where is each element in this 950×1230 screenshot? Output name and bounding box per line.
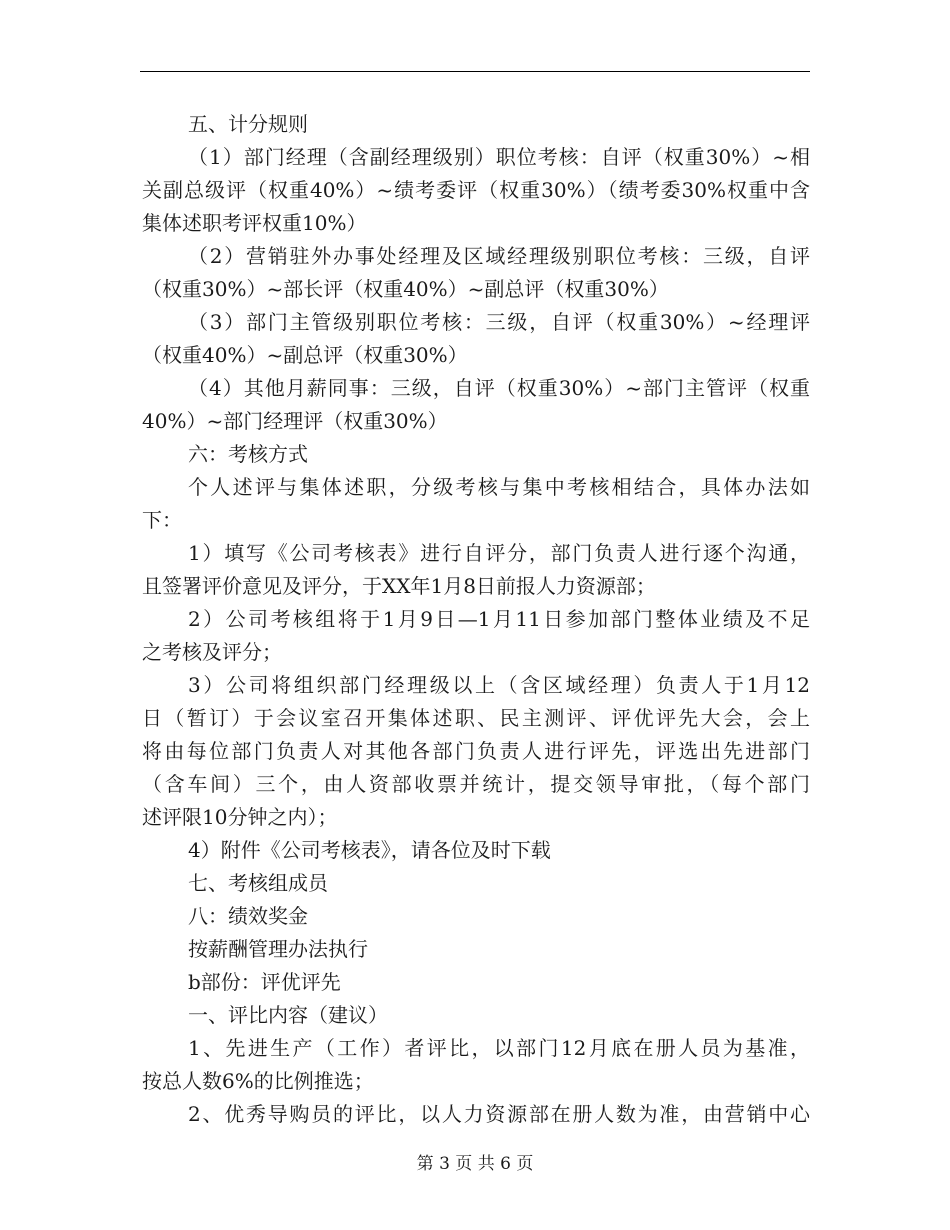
- paragraph-line: 按总人数6%的比例推选；: [142, 1069, 374, 1093]
- paragraph-line: 2、优秀导购员的评比，以人力资源部在册人数为准，由营销中心: [188, 1102, 810, 1126]
- paragraph-line: 2）公司考核组将于1月9日—1月11日参加部门整体业绩及不足: [188, 607, 810, 631]
- paragraph-line: （权重30%）~部长评（权重40%）~副总评（权重30%）: [142, 277, 669, 301]
- section-heading-part-b: b部份：评优评先: [188, 970, 341, 994]
- paragraph-line: 集体述职考评权重10%）: [142, 211, 367, 235]
- paragraph-line: 按薪酬管理办法执行: [188, 937, 368, 961]
- section-heading-evaluation-content: 一、评比内容（建议）: [188, 1003, 388, 1027]
- paragraph-line: 述评限10分钟之内）；: [142, 805, 338, 829]
- paragraph-line: 且签署评价意见及评分，于XX年1月8日前报人力资源部；: [142, 574, 656, 598]
- page-footer: 第 3 页 共 6 页: [416, 1154, 534, 1174]
- paragraph-line: （4）其他月薪同事：三级，自评（权重30%）~部门主管评（权重: [188, 376, 810, 400]
- paragraph-line: 40%）~部门经理评（权重30%）: [142, 409, 448, 433]
- paragraph-line: 3）公司将组织部门经理级以上（含区域经理）负责人于1月12: [188, 673, 810, 697]
- paragraph-line: （1）部门经理（含副经理级别）职位考核：自评（权重30%）~相: [188, 145, 810, 169]
- paragraph-line: （权重40%）~副总评（权重30%）: [142, 343, 468, 367]
- section-heading-assessment-method: 六：考核方式: [188, 442, 308, 466]
- paragraph-line: （2）营销驻外办事处经理及区域经理级别职位考核：三级，自评: [188, 244, 810, 268]
- paragraph-line: 4）附件《公司考核表》，请各位及时下载: [188, 838, 551, 862]
- paragraph-line: 将由每位部门负责人对其他各部门负责人进行评先，评选出先进部门: [142, 739, 810, 763]
- paragraph-line: 1、先进生产（工作）者评比，以部门12月底在册人员为基准，: [188, 1036, 810, 1060]
- paragraph-line: 个人述评与集体述职，分级考核与集中考核相结合，具体办法如: [188, 475, 810, 499]
- paragraph-line: （3）部门主管级别职位考核：三级，自评（权重30%）~经理评: [188, 310, 810, 334]
- paragraph-line: 1）填写《公司考核表》进行自评分，部门负责人进行逐个沟通，: [188, 541, 810, 565]
- paragraph-line: 关副总级评（权重40%）~绩考委评（权重30%）（绩考委30%权重中含: [142, 178, 810, 202]
- paragraph-line: 之考核及评分；: [142, 640, 282, 664]
- paragraph-line: （含车间）三个，由人资部收票并统计，提交领导审批，（每个部门: [142, 772, 810, 796]
- section-heading-scoring-rules: 五、计分规则: [188, 112, 308, 136]
- paragraph-line: 下：: [142, 508, 182, 532]
- header-rule: [140, 71, 810, 72]
- section-heading-assessment-team: 七、考核组成员: [188, 871, 328, 895]
- section-heading-performance-bonus: 八：绩效奖金: [188, 904, 308, 928]
- paragraph-line: 日（暂订）于会议室召开集体述职、民主测评、评优评先大会，会上: [142, 706, 810, 730]
